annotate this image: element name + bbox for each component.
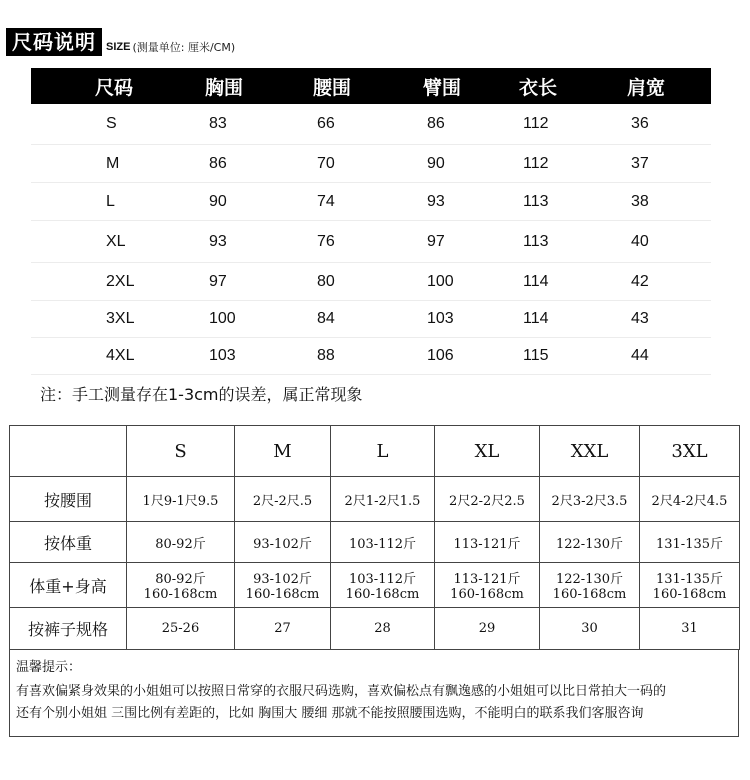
table-cell: 80 <box>317 272 335 290</box>
row-label: 按裤子规格 <box>10 608 127 650</box>
table-row <box>31 145 711 183</box>
row-label: 按腰围 <box>10 477 127 522</box>
table-cell: 115 <box>523 347 549 364</box>
table-cell: 114 <box>523 310 549 327</box>
tips-box <box>9 650 739 737</box>
table-cell <box>127 563 235 608</box>
guide-row-weight-height <box>10 563 740 608</box>
guide-row-weight <box>10 522 740 563</box>
table-cell: 114 <box>523 272 549 290</box>
table-cell: 29 <box>435 608 540 650</box>
table-cell: 97 <box>209 272 227 290</box>
weight-value: 103-112斤 <box>348 572 417 587</box>
table-cell: 103-112斤 <box>331 522 435 563</box>
size-header: M <box>235 426 331 477</box>
table-cell: 44 <box>631 347 649 364</box>
size-header: XL <box>435 426 540 477</box>
table-cell: 103 <box>209 347 236 364</box>
table-cell: 100 <box>427 272 454 290</box>
table-cell: 2尺-2尺.5 <box>235 477 331 522</box>
size-chart-header <box>6 28 235 56</box>
unit-text: (测量单位: 厘米/CM) <box>132 41 236 54</box>
table-cell: 97 <box>427 232 445 250</box>
table-cell: 122-130斤 <box>540 522 640 563</box>
height-value: 160-168cm <box>552 587 627 602</box>
table-cell <box>540 563 640 608</box>
table-cell: 86 <box>427 115 445 132</box>
tips-text: 有喜欢偏紧身效果的小姐姐可以按照日常穿的衣服尺码选购，喜欢偏松点有飘逸感的小姐姐可以比日常拍大一码的 <box>16 684 667 699</box>
size-cell: 2XL <box>106 272 135 290</box>
table-cell: 113 <box>523 232 549 250</box>
table-cell <box>435 563 540 608</box>
table-cell: 106 <box>427 347 454 364</box>
size-cell: 4XL <box>106 347 135 364</box>
table-cell: 38 <box>631 192 649 210</box>
height-value: 160-168cm <box>450 587 524 602</box>
header-cell: 胸围 <box>205 76 244 99</box>
table-cell: 83 <box>209 115 227 132</box>
table-cell: 2尺1-2尺1.5 <box>331 477 435 522</box>
header-cell: 肩宽 <box>627 76 666 99</box>
table-cell: 113 <box>523 192 549 210</box>
table-cell: 43 <box>631 310 649 327</box>
height-value: 160-168cm <box>652 587 727 602</box>
table-cell: 1尺9-1尺9.5 <box>127 477 235 522</box>
height-value: 160-168cm <box>143 587 218 602</box>
size-cell: XL <box>106 232 126 250</box>
table-cell: 66 <box>317 115 335 132</box>
tips-title: 温馨提示： <box>16 660 82 675</box>
row-label: 体重+身高 <box>10 563 127 608</box>
header-cell: 尺码 <box>95 76 134 99</box>
table-row <box>31 263 711 301</box>
size-header: S <box>127 426 235 477</box>
table-cell: 70 <box>317 154 335 172</box>
size-cell: 3XL <box>106 310 135 327</box>
table-cell <box>235 563 331 608</box>
table-cell: 42 <box>631 272 649 290</box>
weight-value: 93-102斤 <box>253 572 312 587</box>
table-cell: 131-135斤 <box>640 522 740 563</box>
table-row <box>31 183 711 221</box>
table-row <box>31 301 711 338</box>
size-table-body <box>31 104 711 375</box>
table-cell: 37 <box>631 154 649 172</box>
row-label: 按体重 <box>10 522 127 563</box>
table-cell: 74 <box>317 192 335 210</box>
header-cell: 臂围 <box>423 76 462 99</box>
table-cell: 93 <box>427 192 445 210</box>
table-cell: 80-92斤 <box>127 522 235 563</box>
size-cell: L <box>106 192 115 210</box>
weight-value: 80-92斤 <box>155 572 206 587</box>
size-header: L <box>331 426 435 477</box>
table-row <box>31 104 711 145</box>
table-cell: 100 <box>209 310 236 327</box>
size-table-header <box>31 68 711 104</box>
table-row <box>31 221 711 263</box>
size-measurement-table <box>31 68 711 375</box>
size-header: 3XL <box>640 426 740 477</box>
height-value: 160-168cm <box>245 587 320 602</box>
corner-cell <box>10 426 127 477</box>
table-cell: 2尺2-2尺2.5 <box>435 477 540 522</box>
table-row <box>31 338 711 375</box>
table-cell: 36 <box>631 115 649 132</box>
table-cell: 113-121斤 <box>435 522 540 563</box>
table-cell: 2尺4-2尺4.5 <box>640 477 740 522</box>
table-cell: 84 <box>317 310 335 327</box>
tips-text: 还有个别小姐姐 三围比例有差距的，比如 胸围大 腰细 那就不能按照腰围选购，不能明白的联系我们客服咨询 <box>16 706 644 721</box>
table-cell: 27 <box>235 608 331 650</box>
table-cell <box>640 563 740 608</box>
header-cell: 腰围 <box>313 76 352 99</box>
table-cell: 112 <box>523 115 549 132</box>
size-guide-table <box>9 425 740 650</box>
size-cell: S <box>106 115 117 132</box>
size-cell: M <box>106 154 120 172</box>
header-cell: 衣长 <box>519 76 558 99</box>
table-cell: 76 <box>317 232 335 250</box>
table-cell: 30 <box>540 608 640 650</box>
table-cell: 86 <box>209 154 227 172</box>
table-cell: 93-102斤 <box>235 522 331 563</box>
size-label: SIZE <box>106 41 131 53</box>
guide-row-pants <box>10 608 740 650</box>
table-cell <box>331 563 435 608</box>
weight-value: 122-130斤 <box>555 572 624 587</box>
table-cell: 90 <box>427 154 445 172</box>
size-header: XXL <box>540 426 640 477</box>
table-cell: 31 <box>640 608 740 650</box>
page-title: 尺码说明 <box>6 28 102 56</box>
table-cell: 88 <box>317 347 335 364</box>
table-cell: 90 <box>209 192 227 210</box>
table-cell: 103 <box>427 310 454 327</box>
table-cell: 112 <box>523 154 549 172</box>
weight-value: 131-135斤 <box>655 572 724 587</box>
weight-value: 113-121斤 <box>453 572 521 587</box>
table-cell: 40 <box>631 232 649 250</box>
table-cell: 2尺3-2尺3.5 <box>540 477 640 522</box>
measurement-note: 注：手工测量存在1-3cm的误差，属正常现象 <box>40 385 363 404</box>
guide-header-row <box>10 426 740 477</box>
table-cell: 25-26 <box>127 608 235 650</box>
height-value: 160-168cm <box>345 587 420 602</box>
guide-row-waist <box>10 477 740 522</box>
table-cell: 28 <box>331 608 435 650</box>
table-cell: 93 <box>209 232 227 250</box>
